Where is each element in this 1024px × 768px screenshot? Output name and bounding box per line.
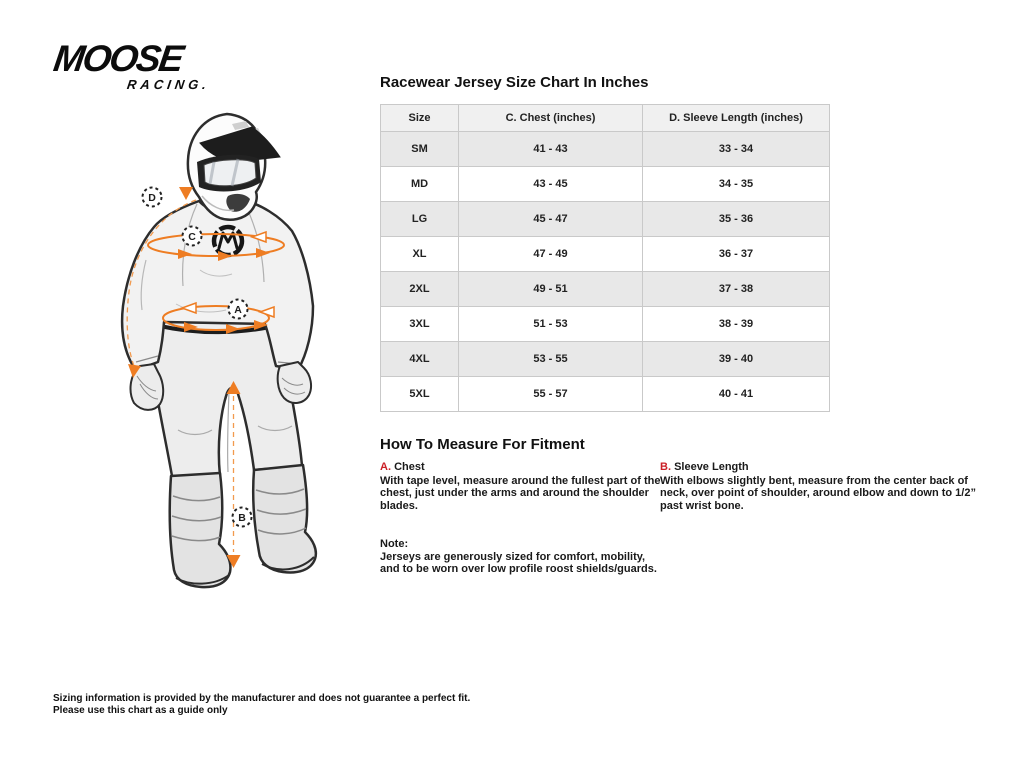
helmet-icon (188, 114, 280, 220)
logo-wordmark-moose: MOOSE (51, 38, 185, 79)
cell-chest: 49 - 51 (459, 272, 643, 307)
header-chest: C. Chest (inches) (459, 105, 643, 132)
note-label: Note: (380, 538, 409, 550)
cell-sleeve: 33 - 34 (643, 132, 830, 167)
cell-size: XL (381, 237, 459, 272)
cell-size: LG (381, 202, 459, 237)
rider-measurement-diagram (50, 100, 380, 660)
measure-item-sleeve (660, 461, 992, 512)
table-row (381, 307, 830, 342)
cell-size: 5XL (381, 377, 459, 412)
cell-sleeve: 37 - 38 (643, 272, 830, 307)
disclaimer-footer (53, 693, 470, 717)
jersey-chest-logo-icon (214, 227, 242, 255)
cell-size: 3XL (381, 307, 459, 342)
size-chart-table (380, 104, 830, 412)
header-size: Size (381, 105, 459, 132)
cell-chest: 41 - 43 (459, 132, 643, 167)
measure-label-sleeve (660, 461, 992, 474)
marker-letter-c: C (188, 231, 196, 243)
cell-sleeve: 35 - 36 (643, 202, 830, 237)
table-row (381, 202, 830, 237)
cell-sleeve: 38 - 39 (643, 307, 830, 342)
cell-sleeve: 39 - 40 (643, 342, 830, 377)
disclaimer-line-1: Sizing information is provided by the manufacturer and does not guarantee a perfect fit. (53, 693, 471, 704)
cell-chest: 53 - 55 (459, 342, 643, 377)
marker-letter-a: A (234, 304, 242, 316)
measure-letter-b: B. (660, 461, 671, 473)
cell-size: SM (381, 132, 459, 167)
measure-body-chest: With tape level, measure around the fullest part of the chest, just under the arms and around the shoulder blades. (380, 474, 661, 512)
measure-label-chest (380, 461, 665, 474)
sleeve-measure-start-arrow (179, 187, 193, 200)
measure-name-sleeve: Sleeve Length (674, 461, 749, 473)
disclaimer-line-2: Please use this chart as a guide only (53, 705, 228, 716)
table-row (381, 167, 830, 202)
marker-letter-b: B (238, 512, 246, 524)
note-block (380, 538, 665, 576)
cell-size: 2XL (381, 272, 459, 307)
table-header-row (381, 105, 830, 132)
table-row (381, 377, 830, 412)
cell-chest: 55 - 57 (459, 377, 643, 412)
cell-size: MD (381, 167, 459, 202)
cell-sleeve: 36 - 37 (643, 237, 830, 272)
rider-figure-svg (50, 100, 380, 660)
cell-chest: 47 - 49 (459, 237, 643, 272)
table-row (381, 342, 830, 377)
cell-sleeve: 34 - 35 (643, 167, 830, 202)
measure-item-chest (380, 461, 665, 512)
table-row (381, 132, 830, 167)
how-to-measure-heading: How To Measure For Fitment (380, 436, 585, 453)
cell-chest: 51 - 53 (459, 307, 643, 342)
page-title: Racewear Jersey Size Chart In Inches (380, 74, 649, 91)
measure-letter-a: A. (380, 461, 391, 473)
cell-sleeve: 40 - 41 (643, 377, 830, 412)
moose-racing-logo (51, 38, 214, 92)
logo-wordmark-racing: RACING. (126, 77, 212, 92)
table-row (381, 237, 830, 272)
cell-chest: 45 - 47 (459, 202, 643, 237)
measure-body-sleeve: With elbows slightly bent, measure from the center back of neck, over point of shoulder, around elbow and down to 1/2” past wrist bone. (660, 474, 976, 512)
header-sleeve: D. Sleeve Length (inches) (643, 105, 830, 132)
marker-letter-d: D (148, 192, 156, 204)
cell-size: 4XL (381, 342, 459, 377)
note-body: Jerseys are generously sized for comfort, mobility, and to be worn over low profile roost shields/guards. (380, 550, 657, 575)
measure-name-chest: Chest (394, 461, 425, 473)
cell-chest: 43 - 45 (459, 167, 643, 202)
table-row (381, 272, 830, 307)
